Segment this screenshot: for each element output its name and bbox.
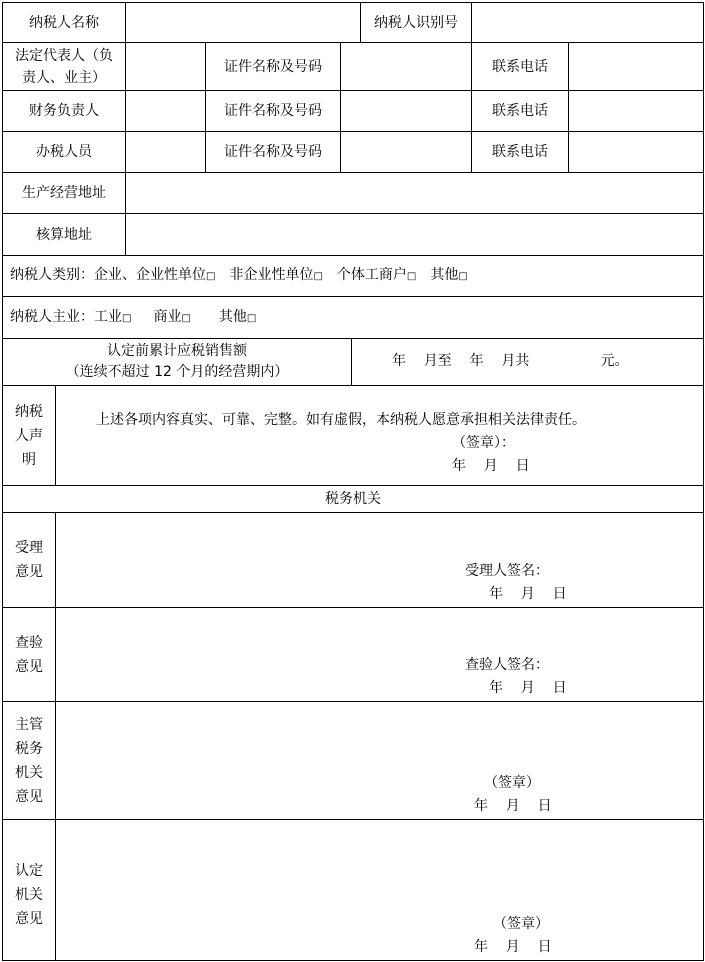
supervising-date: 年 月 日 <box>474 798 552 814</box>
acceptance-signer: 受理人签名： <box>465 563 549 579</box>
grid-line <box>125 2 126 43</box>
declaration-label <box>3 386 55 485</box>
declaration-date: 年 月 日 <box>452 458 530 474</box>
supervising-label-char: 机关 <box>15 764 43 781</box>
declaration-text: 上述各项内容真实、可靠、完整。如有虚假，本纳税人愿意承担相关法律责任。 <box>96 412 586 428</box>
grid-line <box>568 42 569 173</box>
grid-line <box>125 172 126 256</box>
phone-label: 联系电话 <box>492 144 548 160</box>
inspection-label-char: 意见 <box>15 658 43 675</box>
acceptance-label-char: 意见 <box>15 564 43 580</box>
supervising-label-char: 税务 <box>15 740 43 757</box>
determining-label-char: 意见 <box>15 911 43 927</box>
accounting-address-label: 核算地址 <box>36 226 92 243</box>
taxpayer-type-label: 纳税人类别： <box>10 267 94 283</box>
main-business-label: 纳税人主业： <box>10 309 94 325</box>
taxpayer-type-option: 其他 <box>430 267 459 283</box>
acceptance-label-char: 受理 <box>15 540 43 556</box>
grid-line <box>703 2 704 961</box>
grid-line <box>125 42 126 173</box>
declaration-seal: （签章）： <box>452 435 515 451</box>
grid-line <box>2 607 704 608</box>
checkbox[interactable]: □ <box>458 271 468 282</box>
acceptance-label <box>3 513 55 607</box>
determining-date: 年 月 日 <box>474 939 552 955</box>
declaration-label-char: 明 <box>22 451 36 468</box>
grid-line <box>351 338 352 386</box>
grid-line <box>2 701 704 702</box>
phone-label: 联系电话 <box>492 58 548 75</box>
inspection-date: 年 月 日 <box>489 680 567 696</box>
legal-representative-label <box>3 43 125 90</box>
taxpayer-type-option: 非企业性单位 <box>229 267 314 283</box>
checkbox[interactable]: □ <box>122 313 132 324</box>
certificate-label: 证件名称及号码 <box>224 144 322 160</box>
grid-line <box>55 512 56 961</box>
main-business-option: 工业 <box>94 309 122 325</box>
taxpayer-id-label: 纳税人识别号 <box>374 14 458 31</box>
grid-line <box>2 255 704 256</box>
taxpayer-name-label: 纳税人名称 <box>29 14 99 31</box>
declaration-label-char: 纳税 <box>15 403 43 420</box>
sales-amount-label-line1: 认定前累计应税销售额 <box>107 343 247 359</box>
business-address-label: 生产经营地址 <box>22 185 106 201</box>
supervising-label-char: 意见 <box>15 788 43 805</box>
supervising-seal: （签章） <box>484 775 540 791</box>
grid-line <box>2 819 704 820</box>
supervising-authority-label <box>3 702 55 819</box>
checkbox[interactable]: □ <box>406 271 417 282</box>
checkbox[interactable]: □ <box>246 313 257 324</box>
determining-label-char: 认定 <box>15 863 43 879</box>
determining-authority-label <box>3 820 55 960</box>
grid-line <box>2 385 704 386</box>
determining-seal: （签章） <box>493 916 549 932</box>
grid-line <box>2 512 704 513</box>
checkbox[interactable]: □ <box>181 313 191 324</box>
phone-label: 联系电话 <box>492 103 548 119</box>
inspection-label <box>3 608 55 701</box>
taxpayer-type-option: 个体工商户 <box>336 267 407 283</box>
grid-line <box>340 42 341 173</box>
certificate-label: 证件名称及号码 <box>224 103 322 119</box>
main-business-row <box>10 306 256 330</box>
grid-line <box>2 960 704 961</box>
legal-representative-label-line2: 责人、业主） <box>22 69 106 86</box>
finance-manager-label: 财务负责人 <box>29 103 99 119</box>
grid-line <box>2 296 704 297</box>
grid-line <box>471 2 472 43</box>
acceptance-date: 年 月 日 <box>489 586 567 602</box>
grid-line <box>55 385 56 486</box>
declaration-label-char: 人声 <box>15 427 43 444</box>
inspection-label-char: 查验 <box>15 634 43 651</box>
sales-amount-label-line2: （连续不超过 12 个月的经营期内） <box>65 364 289 380</box>
taxpayer-type-row <box>10 264 468 288</box>
checkbox[interactable]: □ <box>313 271 323 282</box>
legal-representative-label-line1: 法定代表人（负 <box>15 47 113 64</box>
sales-amount-label <box>3 339 351 385</box>
main-business-option: 其他 <box>218 309 247 325</box>
checkbox[interactable]: □ <box>206 271 216 282</box>
determining-label-char: 机关 <box>15 887 43 903</box>
certificate-label: 证件名称及号码 <box>224 58 322 75</box>
main-business-option: 商业 <box>153 309 182 325</box>
supervising-label-char: 主管 <box>15 716 43 733</box>
tax-authority-header: 税务机关 <box>325 491 381 507</box>
inspection-signer: 查验人签名： <box>465 657 549 673</box>
tax-agent-label: 办税人员 <box>36 144 92 160</box>
taxpayer-type-option: 企业、企业性单位 <box>94 267 206 283</box>
sales-period-text: 年 月至 年 月共 元。 <box>392 353 629 369</box>
